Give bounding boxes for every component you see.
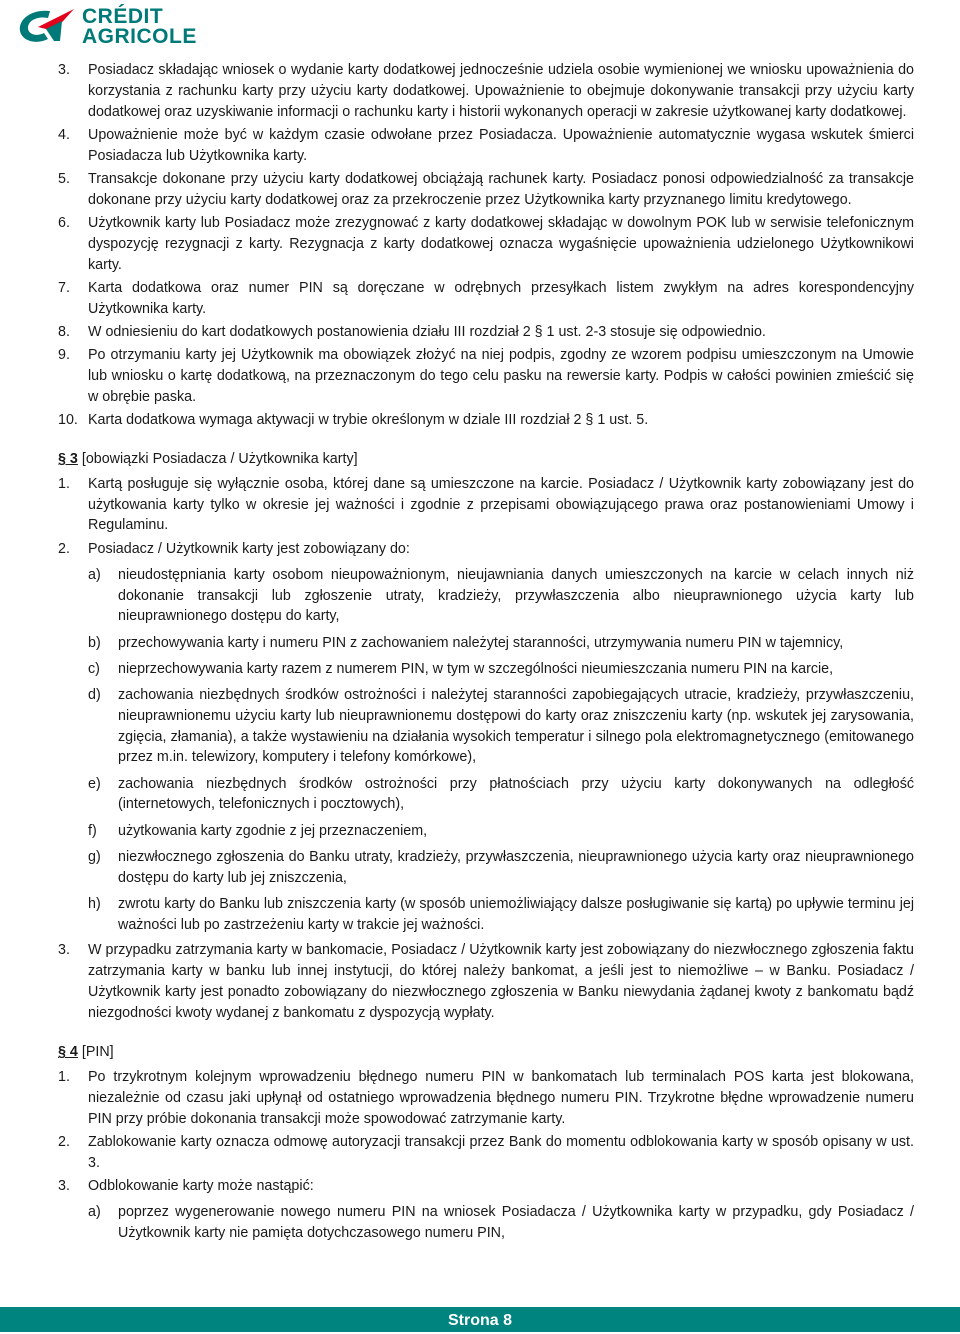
- sub-list-item: g) niezwłocznego zgłoszenia do Banku utraty, kradzieży, przywłaszczenia, nieuprawnionego użycia karty oraz nieuprawnionego dostępu do karty lub jej zniszczenia,: [88, 848, 914, 886]
- list-item: 9. Po otrzymaniu karty jej Użytkownik ma obowiązek złożyć na niej podpis, zgodny ze wzorem podpisu umieszczonym na Umowie lub wniosku o kartę dodatkową, na przeznaczonym do tego celu pasku na rewersie karty. Podpis w całości powinien zmieścić się w obrębie paska.: [58, 346, 914, 405]
- sub-list-item: a) nieudostępniania karty osobom nieupoważnionym, nieujawniania danych umieszczonych na karcie w celach innych niż dokonanie transakcji lub zgłoszenie utraty, kradzieży, przywłaszczenia albo nieuprawnionego użycia karty lub nieuprawnionego dostępu do karty,: [88, 566, 914, 625]
- list-item: 4. Upoważnienie może być w każdym czasie odwołane przez Posiadacza. Upoważnienie automatycznie wygasa wskutek śmierci Posiadacza lub Użytkownika karty.: [58, 126, 914, 164]
- logo-line-credit: CRÉDIT: [82, 5, 164, 28]
- logo-line-agricole: AGRICOLE: [82, 25, 197, 48]
- sub-list-item: c) nieprzechowywania karty razem z numerem PIN, w tym w szczególności nieumieszczania numeru PIN na karcie,: [88, 660, 834, 677]
- sub-list-item: e) zachowania niezbędnych środków ostrożności przy płatnościach przy użyciu karty dokonywanych na odległość (internetowych, telefonicznych i pocztowych),: [88, 775, 914, 813]
- list-item: 3. Odblokowanie karty może nastąpić:: [58, 1177, 314, 1194]
- section-symbol: § 3: [58, 450, 78, 467]
- section-heading-4: [58, 1042, 914, 1063]
- sub-list-item: f) użytkowania karty zgodnie z jej przeznaczeniem,: [88, 822, 428, 839]
- list-item: 8. W odniesieniu do kart dodatkowych postanowienia działu III rozdział 2 § 1 ust. 2-3 stosuje się odpowiednio.: [58, 323, 766, 340]
- sub-list-item: d) zachowania niezbędnych środków ostrożności i należytej staranności zapobiegających utracie, kradzieży, przywłaszczeniu, nieuprawnionemu użyciu karty lub nieuprawnionemu dostępowi do karty oraz zniszczeniu karty (np. wskutek jej zarysowania, zgięcia, złamania), a także wystawieniu na działania wysokich temperatur i silnego pola elektromagnetycznego (emitowanego przez m.in. telewizory, komputery i telefony komórkowe),: [88, 686, 914, 766]
- document-body: [58, 60, 914, 1244]
- sub-list-item: b) przechowywania karty i numeru PIN z zachowaniem należytej staranności, utrzymywania numeru PIN w tajemnicy,: [88, 634, 844, 651]
- list-item: 2. Posiadacz / Użytkownik karty jest zobowiązany do:: [58, 540, 410, 557]
- section-title: [PIN]: [81, 1044, 114, 1061]
- logo-wordmark: [82, 7, 197, 47]
- page-footer: [0, 1307, 960, 1332]
- list-item: 1. Po trzykrotnym kolejnym wprowadzeniu błędnego numeru PIN w bankomatach lub terminalach POS karta jest blokowana, niezależnie od czasu jaki upłynął od ostatniego wprowadzenia błędnego numeru PIN. Trzykrotne błędne wprowadzenie numeru PIN przy próbie dokonania transakcji może spowodować zatrzymanie karty.: [58, 1068, 914, 1127]
- sub-list-item: a) poprzez wygenerowanie nowego numeru PIN na wniosek Posiadacza / Użytkownika karty w przypadku, gdy Posiadacz / Użytkownik karty nie pamięta dotychczasowego numeru PIN,: [88, 1203, 914, 1241]
- logo-mark-icon: [16, 7, 76, 47]
- section-heading-3: [58, 449, 914, 470]
- sub-list-item: h) zwrotu karty do Banku lub zniszczenia karty (w sposób uniemożliwiający dalsze posługiwanie się kartą) po upływie terminu jej ważności lub po zastrzeżeniu karty w trakcie jej ważności.: [88, 895, 914, 933]
- list-item: 3. Posiadacz składając wniosek o wydanie karty dodatkowej jednocześnie udziela osobie wymienionej we wniosku upoważnienia do korzystania z rachunku karty przy użyciu karty dodatkowej. Upoważnienie to obejmuje dokonywanie transakcji przy użyciu karty dodatkowej oraz uzyskiwanie informacji o rachunku karty i historii wykonanych operacji w zakresie użytkowanej karty dodatkowej.: [58, 62, 914, 120]
- credit-agricole-logo: [16, 4, 197, 50]
- list-item: 7. Karta dodatkowa oraz numer PIN są doręczane w odrębnych przesyłkach listem zwykłym na adres korespondencyjny Użytkownika karty.: [58, 279, 914, 317]
- list-item: 1. Kartą posługuje się wyłącznie osoba, której dane są umieszczone na karcie. Posiadacz / Użytkownik karty zobowiązany jest do użytkowania karty tylko w okresie jej ważności i zgodnie z przepisami obowiązującego prawa oraz postanowieniami Umowy i Regulaminu.: [58, 475, 914, 534]
- list-item: 5. Transakcje dokonane przy użyciu karty dodatkowej obciążają rachunek karty. Posiadacz ponosi odpowiedzialność za transakcje dokonane przy użyciu karty dodatkowej oraz za przekroczenie przez Użytkownika karty przyznanego limitu kredytowego.: [58, 170, 914, 208]
- section-title: [obowiązki Posiadacza / Użytkownika karty]: [81, 450, 358, 467]
- page-number: Strona 8: [447, 1312, 512, 1329]
- list-item: 6. Użytkownik karty lub Posiadacz może zrezygnować z karty dodatkowej składając w dowolnym POK lub w serwisie telefonicznym dyspozycję rezygnacji z karty. Rezygnacja z karty dodatkowej oznacza wygaśnięcie upoważnienia udzielonego Użytkownikowi karty.: [58, 214, 914, 273]
- list-item: 3. W przypadku zatrzymania karty w bankomacie, Posiadacz / Użytkownik karty jest zobowiązany do niezwłocznego zgłoszenia faktu zatrzymania karty w banku lub innej instytucji, do której należy bankomat, a jeśli jest to niemożliwe – w Banku. Posiadacz / Użytkownik karty jest ponadto zobowiązany do niezwłocznego zgłoszenia w Banku niewydania żądanej kwoty z bankomatu bądź niezgodności kwoty wydanej z bankomatu z dyspozycją wypłaty.: [58, 942, 914, 1022]
- list-item: 10. Karta dodatkowa wymaga aktywacji w trybie określonym w dziale III rozdział 2 § 1 ust. 5.: [58, 411, 649, 428]
- section-symbol: § 4: [58, 1044, 78, 1061]
- list-item: 2. Zablokowanie karty oznacza odmowę autoryzacji transakcji przez Bank do momentu odblokowania karty w sposób opisany w ust. 3.: [58, 1133, 914, 1171]
